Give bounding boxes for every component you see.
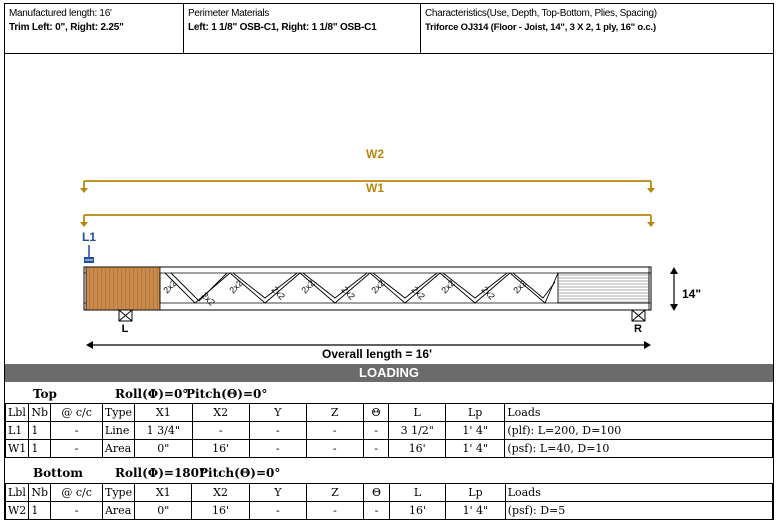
col-theta: Θ — [363, 404, 389, 422]
cell-x2: - — [192, 422, 249, 440]
cell-z: - — [306, 440, 363, 458]
table-row — [6, 422, 773, 440]
joist-sheet — [4, 3, 774, 520]
cell-l: 16' — [389, 440, 446, 458]
web-label: 2x2 — [511, 278, 529, 296]
table-row — [6, 440, 773, 458]
header — [5, 4, 773, 54]
joist-drawing — [5, 54, 773, 364]
bottom-roll: Roll(Φ)=180° — [115, 466, 206, 480]
support-right-label: R — [634, 323, 642, 335]
col-x2: X2 — [192, 484, 249, 502]
filler-block-right — [558, 273, 649, 303]
table-row — [6, 502, 773, 520]
col-lbl: Lbl — [6, 404, 29, 422]
web-label: 2x2 — [479, 284, 497, 302]
table-header-row — [6, 484, 773, 502]
loading-title: LOADING — [5, 364, 773, 382]
perimeter-value: Left: 1 1/8" OSB-C1, Right: 1 1/8" OSB-C1 — [188, 22, 377, 33]
cell-cc: - — [51, 440, 103, 458]
col-x1: X1 — [135, 484, 192, 502]
top-load-table — [5, 403, 773, 458]
cell-nb: 1 — [29, 502, 51, 520]
cell-nb: 1 — [29, 440, 51, 458]
cell-type: Area — [102, 502, 134, 520]
cell-lp: 1' 4" — [446, 502, 505, 520]
cell-nb: 1 — [29, 422, 51, 440]
col-lbl: Lbl — [6, 484, 29, 502]
cell-loads: (psf): L=40, D=10 — [505, 440, 773, 458]
cell-lp: 1' 4" — [446, 422, 505, 440]
col-nb: Nb — [29, 484, 51, 502]
col-z: Z — [306, 404, 363, 422]
web-label: 2x2 — [439, 278, 457, 296]
cell-y: - — [249, 502, 306, 520]
perimeter-label: Perimeter Materials — [188, 8, 269, 19]
cell-z: - — [306, 502, 363, 520]
web-label: 2x2 — [409, 284, 427, 302]
col-theta: Θ — [364, 484, 390, 502]
col-x2: X2 — [192, 404, 249, 422]
joist-diagram — [5, 54, 773, 364]
perimeter-cell — [184, 4, 421, 53]
cell-x1: 0" — [135, 502, 192, 520]
bottom-pitch: Pitch(Θ)=0° — [199, 466, 281, 480]
web-label: 2x2 — [269, 284, 287, 302]
web-label: 2x2 — [227, 278, 245, 296]
table-header-row — [6, 404, 773, 422]
web-label: 2x2 — [369, 278, 387, 296]
load-w2-label: W2 — [366, 147, 384, 161]
characteristics-value: Triforce OJ314 (Floor - Joist, 14", 3 X 2, 1 ply, 16" o.c.) — [425, 22, 656, 33]
load-l1-label: L1 — [81, 230, 97, 244]
cell-y: - — [249, 422, 306, 440]
web-label: 2x2 — [299, 278, 317, 296]
top-section-title — [5, 384, 773, 404]
bottom-title: Bottom — [33, 466, 83, 480]
overall-length-label: Overall length = 16' — [322, 347, 432, 361]
cell-lbl: L1 — [6, 422, 29, 440]
cell-x1: 1 3/4" — [135, 422, 193, 440]
cell-l: 16' — [389, 502, 445, 520]
bottom-section-title — [5, 463, 773, 483]
cell-loads: (plf): L=200, D=100 — [505, 422, 773, 440]
col-y: Y — [249, 484, 306, 502]
web-label: 2x2 — [161, 278, 179, 296]
bottom-load-table — [5, 483, 773, 520]
web-label: 2x2 — [339, 284, 357, 302]
characteristics-cell — [421, 4, 773, 53]
top-pitch: Pitch(Θ)=0° — [186, 387, 268, 401]
cell-type: Line — [102, 422, 134, 440]
col-loads: Loads — [505, 404, 773, 422]
depth-label: 14" — [682, 287, 702, 301]
cell-x2: 16' — [192, 502, 249, 520]
cell-theta: - — [364, 502, 390, 520]
load-w1-label: W1 — [366, 181, 384, 195]
cell-loads: (psf): D=5 — [505, 502, 772, 520]
cell-cc: - — [51, 422, 103, 440]
cell-lp: 1' 4" — [446, 440, 505, 458]
col-x1: X1 — [135, 404, 193, 422]
support-left — [119, 310, 132, 321]
cell-type: Area — [102, 440, 134, 458]
load-l1-arrow — [84, 245, 94, 263]
load-w1-bracket — [80, 215, 655, 227]
cell-x1: 0" — [135, 440, 193, 458]
top-roll: Roll(Φ)=0° — [115, 387, 189, 401]
cell-lbl: W2 — [6, 502, 29, 520]
support-right — [632, 310, 645, 321]
cell-cc: - — [51, 502, 103, 520]
cell-z: - — [306, 422, 363, 440]
cell-theta: - — [363, 440, 389, 458]
cell-y: - — [249, 440, 306, 458]
top-title: Top — [33, 387, 57, 401]
col-l: L — [389, 484, 445, 502]
col-lp: Lp — [446, 404, 505, 422]
col-type: Type — [102, 484, 134, 502]
col-cc: @ c/c — [51, 404, 103, 422]
col-loads: Loads — [505, 484, 772, 502]
col-nb: Nb — [29, 404, 51, 422]
cell-l: 3 1/2" — [389, 422, 446, 440]
cell-theta: - — [363, 422, 389, 440]
support-left-label: L — [121, 323, 129, 335]
col-y: Y — [249, 404, 306, 422]
cell-x2: 16' — [192, 440, 249, 458]
col-cc: @ c/c — [51, 484, 103, 502]
trim-value: Trim Left: 0", Right: 2.25" — [9, 22, 124, 33]
cell-lbl: W1 — [6, 440, 29, 458]
manufactured-length: Manufactured length: 16' — [9, 8, 112, 19]
osb-block-left — [86, 267, 160, 310]
depth-dimension — [670, 267, 678, 311]
col-z: Z — [306, 484, 363, 502]
manufactured-cell — [5, 4, 184, 53]
col-l: L — [389, 404, 446, 422]
web-label: 2x2 — [199, 290, 217, 308]
col-lp: Lp — [446, 484, 505, 502]
characteristics-label: Characteristics(Use, Depth, Top-Bottom, Plies, Spacing) — [425, 8, 657, 19]
col-type: Type — [102, 404, 134, 422]
